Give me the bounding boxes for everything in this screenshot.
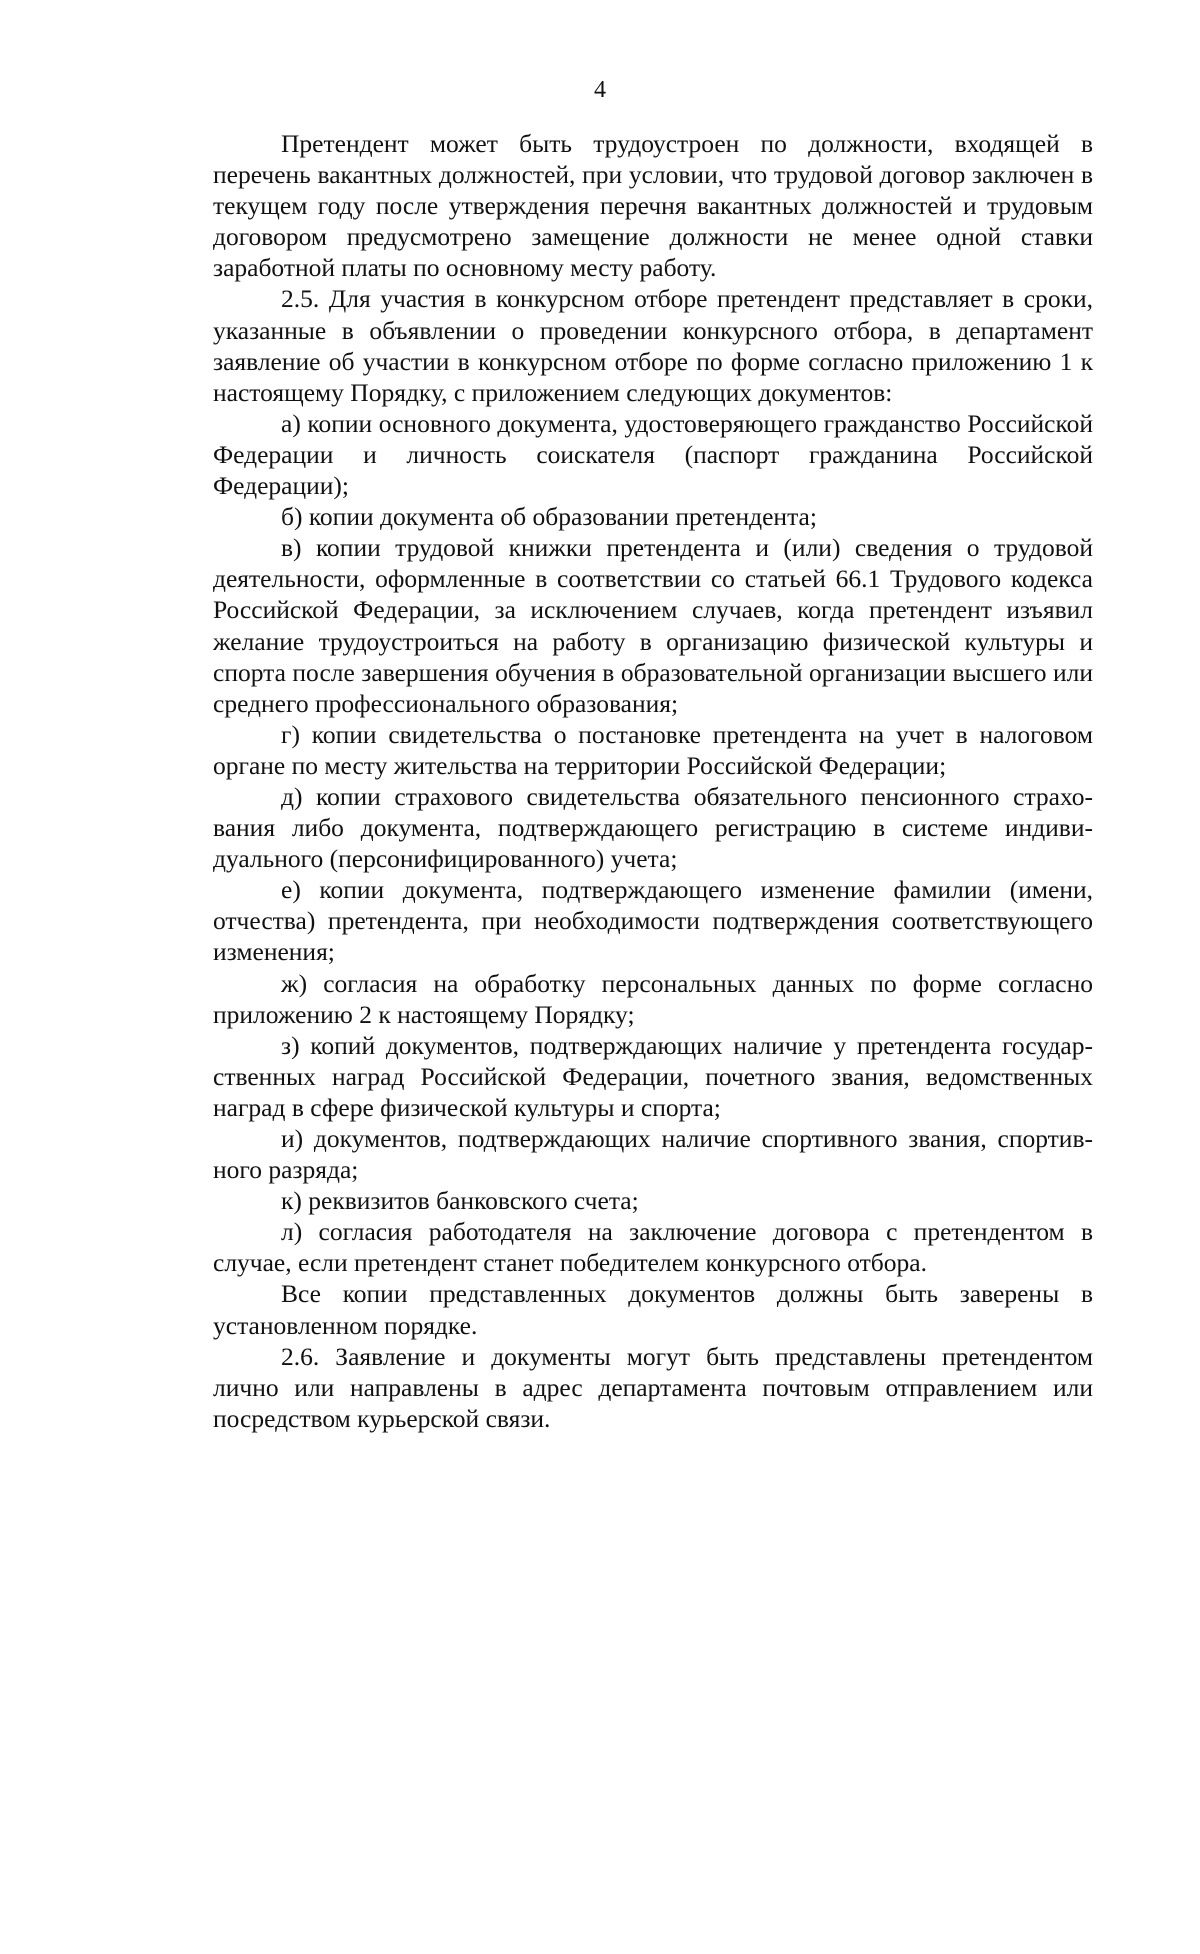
list-item-d: д) копии страхового свидетельства обязательного пенсионного страхования либо документа, подтверждающего регистрацию в системе индивидуального (персонифицированного) учета; (213, 781, 1093, 874)
list-item-i: и) документов, подтверждающих наличие спортивного звания, спортивного разряда; (213, 1124, 1093, 1185)
list-item-l: л) согласия работодателя на заключение договора с претендентом в случае, если претендент станет победителем конкурсного отбора. (213, 1217, 1093, 1278)
paragraph-2-5: 2.5. Для участия в конкурсном отборе претендент представляет в сроки, указанные в объявлении о проведении конкурсного отбора, в департамент заявление об участии в конкурсном отборе по форме согласно приложению 1 к настоящему Порядку, с приложением следующих документов: (213, 284, 1093, 407)
page-number: 4 (594, 77, 606, 103)
list-item-v: в) копии трудовой книжки претендента и (или) сведения о трудовой деятельности, оформленные в соответствии со статьей 66.1 Трудового кодекса Российской Федерации, за исключением случаев, когда претендент изъявил желание трудоустроиться на работу в организацию физической культуры и спорта после завершения обучения в образовательной организации высшего или среднего профессионального образования; (213, 533, 1093, 718)
paragraph-certified-copies: Все копии представленных документов должны быть заверены в установленном порядке. (213, 1279, 1093, 1340)
list-item-k: к) реквизитов банковского счета; (281, 1186, 639, 1216)
paragraph-2-6: 2.6. Заявление и документы могут быть представлены претендентом лично или направлены в адрес департамента почтовым отправлением или посредством курьерской связи. (213, 1341, 1093, 1433)
list-item-e: е) копии документа, подтверждающего изменение фамилии (имени, отчества) претендента, при необходимости подтверждения соответствующего изменения; (213, 875, 1093, 967)
list-item-g: г) копии свидетельства о постановке претендента на учет в налоговом органе по месту жительства на территории Российской Федерации; (213, 719, 1093, 780)
list-item-zh: ж) согласия на обработку персональных данных по форме согласно приложению 2 к настоящему Порядку; (213, 968, 1093, 1029)
paragraph-candidate-employment: Претендент может быть трудоустроен по должности, входящей в перечень вакантных должностей, при условии, что трудовой договор заключен в текущем году после утверждения перечня вакантных должностей и трудовым договором предусмотрено замещение должности не менее одной ставки заработной платы по основному месту работу. (213, 129, 1093, 283)
document-body (213, 128, 1093, 1434)
list-item-z: з) копий документов, подтверждающих наличие у претендента государственных наград Российской Федерации, почетного звания, ведомственных наград в сфере физической культуры и спорта; (213, 1030, 1093, 1122)
list-item-a: а) копии основного документа, удостоверяющего гражданство Российской Федерации и личность соискателя (паспорт гражданина Российской Федерации); (213, 408, 1093, 501)
list-item-b: б) копии документа об образовании претендента; (281, 502, 817, 532)
